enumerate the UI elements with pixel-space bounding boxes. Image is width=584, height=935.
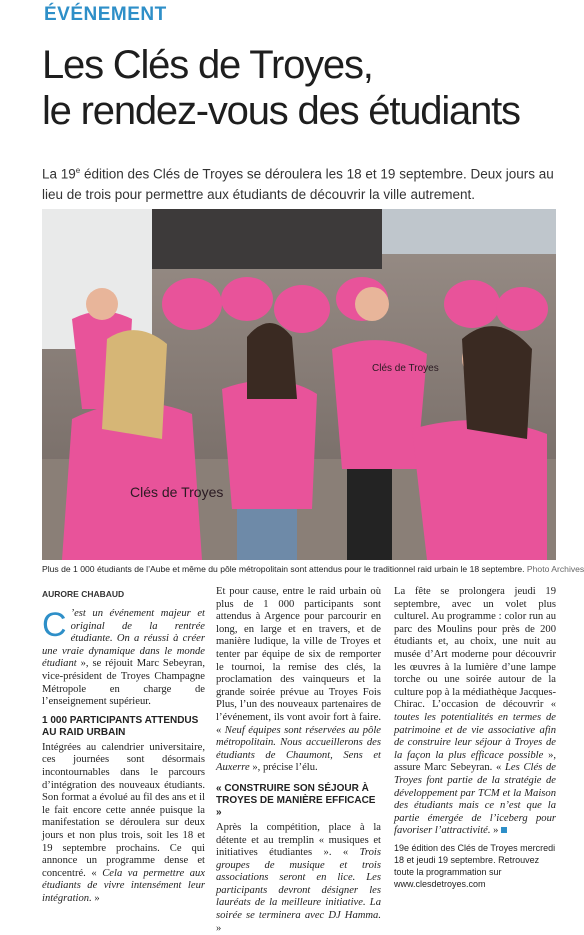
standfirst-sup: e [75, 166, 81, 175]
building-facade [152, 209, 382, 269]
quote-6: Les Clés de Troyes font partie de la stratégie de développement par TCM et la Maison des étudiants mais ce n’est que la partie émergée de l’iceberg pour favoriser l’attractivité. [394, 762, 556, 837]
para-5-mid: », assure Marc Sebeyran. « [394, 749, 557, 774]
drop-cap: C [42, 606, 67, 644]
photo-caption [42, 563, 584, 575]
article-photo [42, 209, 556, 560]
subhead-raid: 1 000 PARTICIPANTS ATTENDUS AU RAID URBAIN [42, 714, 199, 738]
black-leggings [347, 469, 392, 560]
article-column-3 [394, 586, 556, 890]
para-3: Et pour cause, entre le raid urbain où plus de 1 000 participants sont attendus à Argence pour parcourir en long, en large et en travers, et de manière ludique, la ville de Troyes et tenter par équipe de six de remporter le tournoi, la remise des clés, la proclamation des vainqueurs et la grande soirée prévue au Troyes Fois Plus, l’un des nouveaux partenaires de l’événement, ils vont avoir fort à faire. « [216, 586, 381, 736]
article-column-2 [216, 586, 381, 935]
subhead-sejour: « CONSTRUIRE SON SÉJOUR À TROYES DE MANIÈRE EFFICACE » [216, 782, 376, 818]
quote-3: Neuf équipes sont réservées au pôle métropolitain. Nous accueillerons des étudiants de Chaumont, Sens et Auxerre [216, 724, 381, 774]
quote-5: toutes les potentialités en termes de patrimoine et de vie associative afin de construire leur séjour à Troyes de la façon la plus efficace possible [394, 711, 556, 761]
para-4: Après la compétition, place à la détente et au tremplin « musiques et initiatives étudiantes ». « [216, 821, 381, 859]
caption-text: Plus de 1 000 étudiants de l’Aube et même du pôle métropolitain sont attendus pour le traditionnel raid urbain le 18 septembre. [42, 564, 525, 574]
para-5: La fête se prolongera jeudi 19 septembre, avec un volet plus culturel. Au programme : color run au parc des Moulins pour près de 200 étudiants et, au choix, une nuit au musée d’Art moderne pour découvrir les œuvres à la lumière d’une lampe torche ou une soirée autour de la culture pop à la médiathèque Jacques-Chirac. L’occasion de découvrir « [394, 586, 556, 711]
sky [382, 209, 556, 254]
headline [42, 42, 562, 134]
para-4-end: » [216, 922, 222, 934]
quote-4: Trois groupes de musique et trois associations seront en lice. Les participants devront désigner les lauréats de la meilleure initiative. La soirée se terminera avec DJ Hamma. [216, 847, 381, 922]
students-photo-illustration [42, 209, 556, 560]
quote-2: Cela va permettre aux étudiants de vivre intensément leur intégration. [42, 867, 205, 904]
photo-credit: Photo Archives [526, 564, 584, 574]
standfirst-rest: édition des Clés de Troyes se déroulera les 18 et 19 septembre. Deux jours au lieu de trois pour permettre aux étudiants de découvrir la ville autrement. [42, 166, 554, 202]
para-2: Intégrées au calendrier universitaire, ces journées sont désormais incontournables dans le parcours d’intégration des nouveaux étudiants. Son format a évolué au fil des ans et il le fait encore cette année puisque la manifestation se déroulera sur deux jours et non plus trois, soit les 18 et 19 septembre prochains. Ce qui annonce un programme dense et concentré. « [42, 741, 205, 879]
para-1-end: », se réjouit Marc Sebeyran, vice-président de Troyes Champagne Métropole en charge de l’enseignement supérieur. [42, 658, 205, 708]
quote-1: ’est un événement majeur et original de la rentrée étudiante. On a réussi à créer une vraie dynamique dans le monde étudiant [42, 608, 205, 670]
byline: AURORE CHABAUD [42, 589, 125, 599]
para-3-end: », précise l’élu. [249, 762, 318, 774]
headline-line-1: Les Clés de Troyes, [42, 43, 373, 87]
headline-line-2: le rendez-vous des étudiants [42, 89, 520, 133]
standfirst-lead: La 19 [42, 166, 76, 182]
standfirst [42, 161, 557, 205]
article-column-1 [42, 608, 205, 905]
para-2-end: » [91, 892, 100, 904]
para-5-end: » [490, 825, 499, 837]
section-kicker: ÉVÉNEMENT [44, 4, 167, 25]
event-footnote: 19e édition des Clés de Troyes mercredi 18 et jeudi 19 septembre. Retrouvez toute la programmation sur www.clesdetroyes.com [394, 842, 556, 889]
end-square-icon [501, 827, 507, 833]
jeans [237, 509, 297, 560]
tshirt-print-2: Clés de Troyes [130, 484, 224, 500]
tshirt-print: Clés de Troyes [372, 363, 439, 374]
